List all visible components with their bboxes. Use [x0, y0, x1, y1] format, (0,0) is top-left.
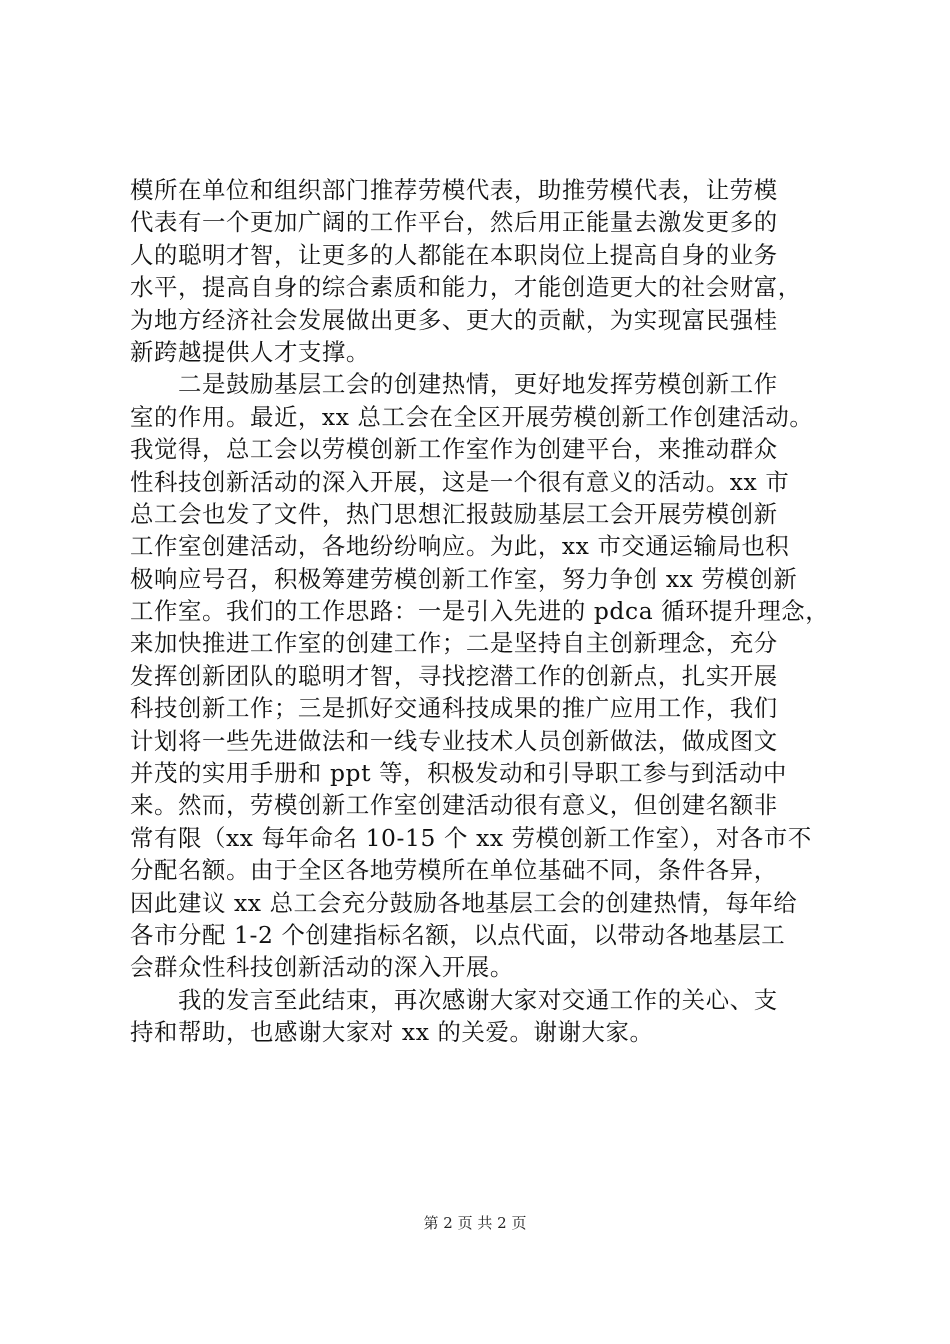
text-line: 新跨越提供人才支撑。 — [130, 337, 370, 366]
text-line: 计划将一些先进做法和一线专业技术人员创新做法，做成图文 — [130, 726, 778, 755]
page-number-footer: 第 2 页 共 2 页 — [423, 1214, 527, 1232]
text-line: 我觉得，总工会以劳模创新工作室作为创建平台，来推动群众 — [130, 435, 778, 464]
text-line: 因此建议 xx 总工会充分鼓励各地基层工会的创建热情，每年给 — [130, 888, 798, 917]
text-line: 分配名额。由于全区各地劳模所在单位基础不同，条件各异， — [130, 856, 778, 885]
text-line: 为地方经济社会发展做出更多、更大的贡献，为实现富民强桂 — [130, 305, 778, 334]
text-line: 并茂的实用手册和 ppt 等，积极发动和引导职工参与到活动中 — [130, 759, 787, 788]
text-line: 模所在单位和组织部门推荐劳模代表，助推劳模代表，让劳模 — [130, 176, 778, 204]
text-line: 工作室。我们的工作思路：一是引入先进的 pdca 循环提升理念， — [130, 597, 830, 626]
text-line: 性科技创新活动的深入开展，这是一个很有意义的活动。xx 市 — [130, 467, 790, 496]
text-line: 会群众性科技创新活动的深入开展。 — [130, 953, 514, 982]
text-line: 我的发言至此结束，再次感谢大家对交通工作的关心、支 — [130, 985, 778, 1014]
text-line: 发挥创新团队的聪明才智，寻找挖潜工作的创新点，扎实开展 — [130, 661, 778, 690]
document-body — [130, 174, 836, 1049]
text-line: 代表有一个更加广阔的工作平台，然后用正能量去激发更多的 — [130, 208, 778, 237]
text-line: 人的聪明才智，让更多的人都能在本职岗位上提高自身的业务 — [130, 240, 778, 269]
text-line: 二是鼓励基层工会的创建热情，更好地发挥劳模创新工作 — [130, 370, 778, 399]
text-line: 常有限（xx 每年命名 10-15 个 xx 劳模创新工作室），对各市不 — [130, 823, 812, 852]
text-line: 科技创新工作；三是抓好交通科技成果的推广应用工作，我们 — [130, 694, 778, 723]
text-line: 工作室创建活动，各地纷纷响应。为此，xx 市交通运输局也积 — [130, 532, 790, 561]
text-line: 水平，提高自身的综合素质和能力，才能创造更大的社会财富， — [130, 273, 802, 302]
text-line: 持和帮助，也感谢大家对 xx 的关爱。谢谢大家。 — [130, 1018, 654, 1047]
text-line: 来。然而，劳模创新工作室创建活动很有意义，但创建名额非 — [130, 791, 778, 820]
text-line: 极响应号召，积极筹建劳模创新工作室，努力争创 xx 劳模创新 — [130, 564, 798, 593]
text-line: 各市分配 1-2 个创建指标名额，以点代面，以带动各地基层工 — [130, 920, 786, 949]
text-line: 室的作用。最近，xx 总工会在全区开展劳模创新工作创建活动。 — [130, 402, 814, 431]
text-line: 来加快推进工作室的创建工作；二是坚持自主创新理念，充分 — [130, 629, 778, 658]
text-line: 总工会也发了文件，热门思想汇报鼓励基层工会开展劳模创新 — [130, 499, 778, 528]
